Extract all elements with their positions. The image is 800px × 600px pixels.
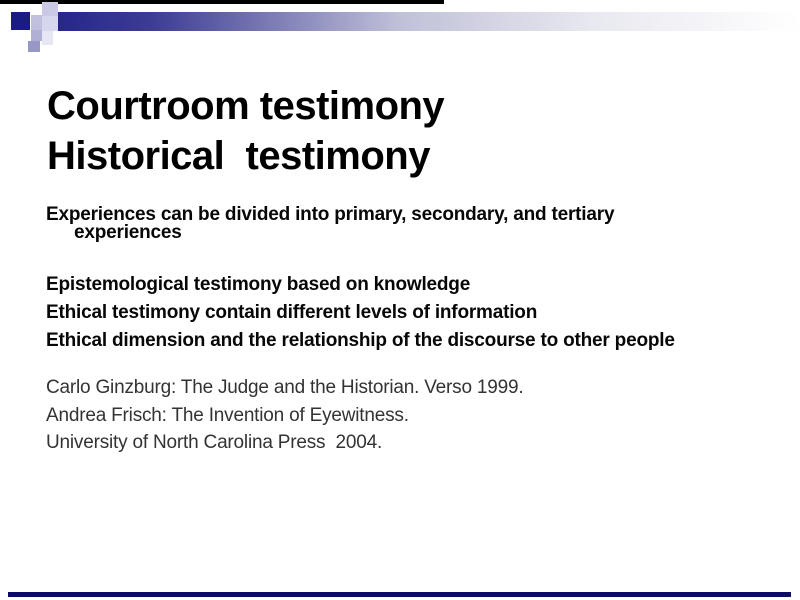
citation-frisch: Andrea Frisch: The Invention of Eyewitness. xyxy=(46,405,409,426)
decor-square-lower-left xyxy=(31,30,42,41)
decor-square-mid-right xyxy=(42,16,58,31)
slide-title-line-1: Courtroom testimony xyxy=(47,84,445,128)
point-ethical-dimension: Ethical dimension and the relationship of the discourse to other people xyxy=(46,330,675,351)
bottom-accent-bar xyxy=(8,592,791,597)
point-ethical-levels: Ethical testimony contain different levels of information xyxy=(46,302,538,323)
header-gradient-bar xyxy=(57,12,800,31)
point-epistemological: Epistemological testimony based on knowledge xyxy=(46,274,471,295)
decor-square-navy xyxy=(11,12,30,30)
decor-square-bottom-purple xyxy=(28,41,40,52)
citation-press: University of North Carolina Press 2004. xyxy=(46,432,383,453)
decor-square-top-light xyxy=(42,2,58,16)
intro-paragraph-line-2: experiences xyxy=(74,222,182,243)
top-rule-bar xyxy=(0,0,444,4)
decor-square-mid-left xyxy=(31,15,42,30)
intro-paragraph-line-1: Experiences can be divided into primary, secondary, and tertiary xyxy=(46,204,615,225)
decor-square-lower-right xyxy=(42,31,53,45)
citation-ginzburg: Carlo Ginzburg: The Judge and the Historian. Verso 1999. xyxy=(46,377,524,398)
slide-title-line-2: Historical testimony xyxy=(47,134,430,178)
